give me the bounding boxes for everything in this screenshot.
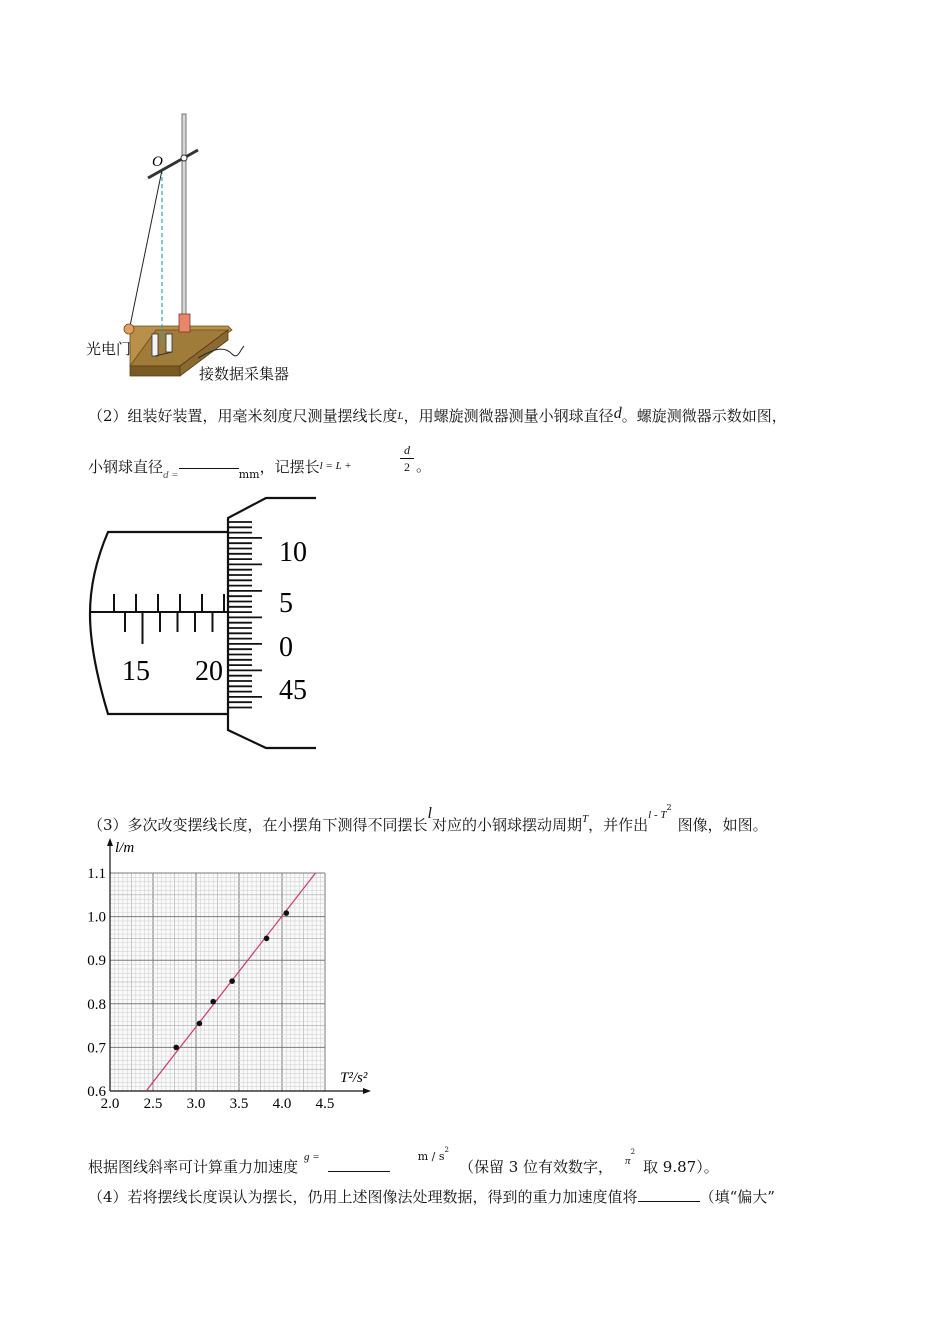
q2-line2-end: 。 [416, 457, 432, 475]
graph-label-sup: 2 [666, 803, 672, 812]
sleeve-label-20: 20 [195, 656, 223, 687]
q3b-pre: 根据图线斜率可计算重力加速度 [88, 1158, 299, 1176]
q3-pre: （3）多次改变摆线长度，在小摆角下测得不同摆长 [88, 816, 428, 834]
g-answer-blank[interactable] [328, 1171, 390, 1172]
q4-line [88, 1187, 775, 1207]
q4-answer-blank[interactable] [638, 1201, 700, 1202]
x-tick-label: 4.0 [272, 1096, 292, 1112]
var-d: d [613, 405, 622, 422]
g-unit: m / s [417, 1150, 445, 1163]
data-point [264, 936, 270, 942]
q2-line1-pre: （2）组装好装置，用毫米刻度尺测量摆线长度 [88, 407, 398, 425]
clamp-block [179, 314, 190, 332]
y-tick-label: 0.9 [87, 953, 106, 970]
q2-line1-mid: ，用螺旋测微器测量小钢球直径 [403, 407, 614, 425]
q2-line2-pre: 小钢球直径 [88, 458, 164, 476]
formula-l: l = L + [319, 460, 352, 472]
y-axis-arrow [107, 838, 113, 846]
stand-rod [182, 114, 186, 324]
pendulum-string [130, 170, 162, 326]
unit-mm: mm [238, 468, 260, 481]
y-tick-label: 1.1 [87, 866, 106, 882]
g-equals: g = [304, 1151, 320, 1163]
q2-line1 [88, 404, 787, 426]
g-unit-sup: 2 [444, 1146, 449, 1154]
sleeve-scale [114, 594, 224, 644]
thimble-label-10: 10 [279, 537, 307, 568]
chart-grid [110, 873, 325, 1091]
wooden-base-side [130, 366, 180, 376]
data-point [210, 999, 216, 1005]
x-tick-label: 3.5 [229, 1096, 249, 1112]
q3b-post: 取 9.87）。 [643, 1158, 719, 1176]
l-t2-chart [82, 834, 382, 1116]
x-tick-label: 2.0 [100, 1096, 120, 1112]
q2-line2-mid: ，记摆长 [259, 458, 320, 476]
label-o: O [152, 154, 163, 170]
bar-clamp [181, 155, 187, 161]
q3-line [88, 798, 768, 835]
y-tick-label: 0.8 [87, 996, 106, 1013]
diameter-answer-blank[interactable] [179, 468, 239, 469]
d-equals: d = [163, 469, 179, 481]
var-L: L [397, 410, 404, 422]
graph-label: l - T [648, 809, 667, 821]
fraction-d-over-2 [400, 443, 414, 474]
q2-line1-post: 。螺旋测微器示数如图， [621, 407, 787, 425]
frac-numerator: d [404, 443, 410, 457]
photogate-icon [152, 334, 158, 356]
label-data-collector: 接数据采集器 [199, 365, 290, 383]
q3b-mid: （保留 3 位有效数字， [458, 1158, 614, 1176]
q3-mid1: 对应的小钢球摆动周期 [432, 816, 583, 834]
thimble-label-5: 5 [279, 588, 293, 619]
x-axis-arrow [363, 1088, 371, 1094]
sleeve-label-15: 15 [122, 656, 150, 687]
pi-symbol: π [625, 1155, 631, 1167]
q4-post: （填“偏大” [699, 1188, 775, 1206]
thimble-label-0: 0 [279, 632, 293, 663]
thimble-scale [228, 522, 262, 708]
x-tick-label: 4.5 [315, 1096, 335, 1112]
y-tick-label: 0.6 [87, 1084, 106, 1100]
q3-post: 图像，如图。 [677, 816, 768, 834]
photogate-arm [166, 334, 172, 352]
x-tick-label: 2.5 [143, 1096, 163, 1112]
q3-mid2: ，并作出 [588, 816, 649, 834]
q4-pre: （4）若将摆线长度误认为摆长，仍用上述图像法处理数据，得到的重力加速度值将 [88, 1188, 638, 1206]
data-point [284, 910, 290, 916]
data-point [197, 1021, 203, 1027]
x-axis-label: T²/s² [340, 1070, 368, 1086]
q3b-line [88, 1140, 719, 1177]
label-photogate: 光电门 [86, 340, 132, 358]
pendulum-ball [124, 324, 134, 334]
y-axis-label: l/m [115, 840, 135, 856]
var-T: T [582, 813, 589, 825]
x-tick-label: 3.0 [186, 1096, 206, 1112]
data-point [229, 978, 235, 984]
thimble-label-45: 45 [279, 675, 307, 706]
q2-line2 [88, 456, 352, 485]
var-l: l [427, 805, 432, 822]
frac-denominator: 2 [404, 460, 410, 474]
data-point [173, 1045, 179, 1051]
micrometer-figure [86, 494, 322, 752]
y-tick-label: 0.7 [87, 1040, 106, 1057]
y-tick-label: 1.0 [87, 909, 106, 926]
pi-sup: 2 [630, 1148, 636, 1156]
frac-bar [400, 458, 414, 459]
